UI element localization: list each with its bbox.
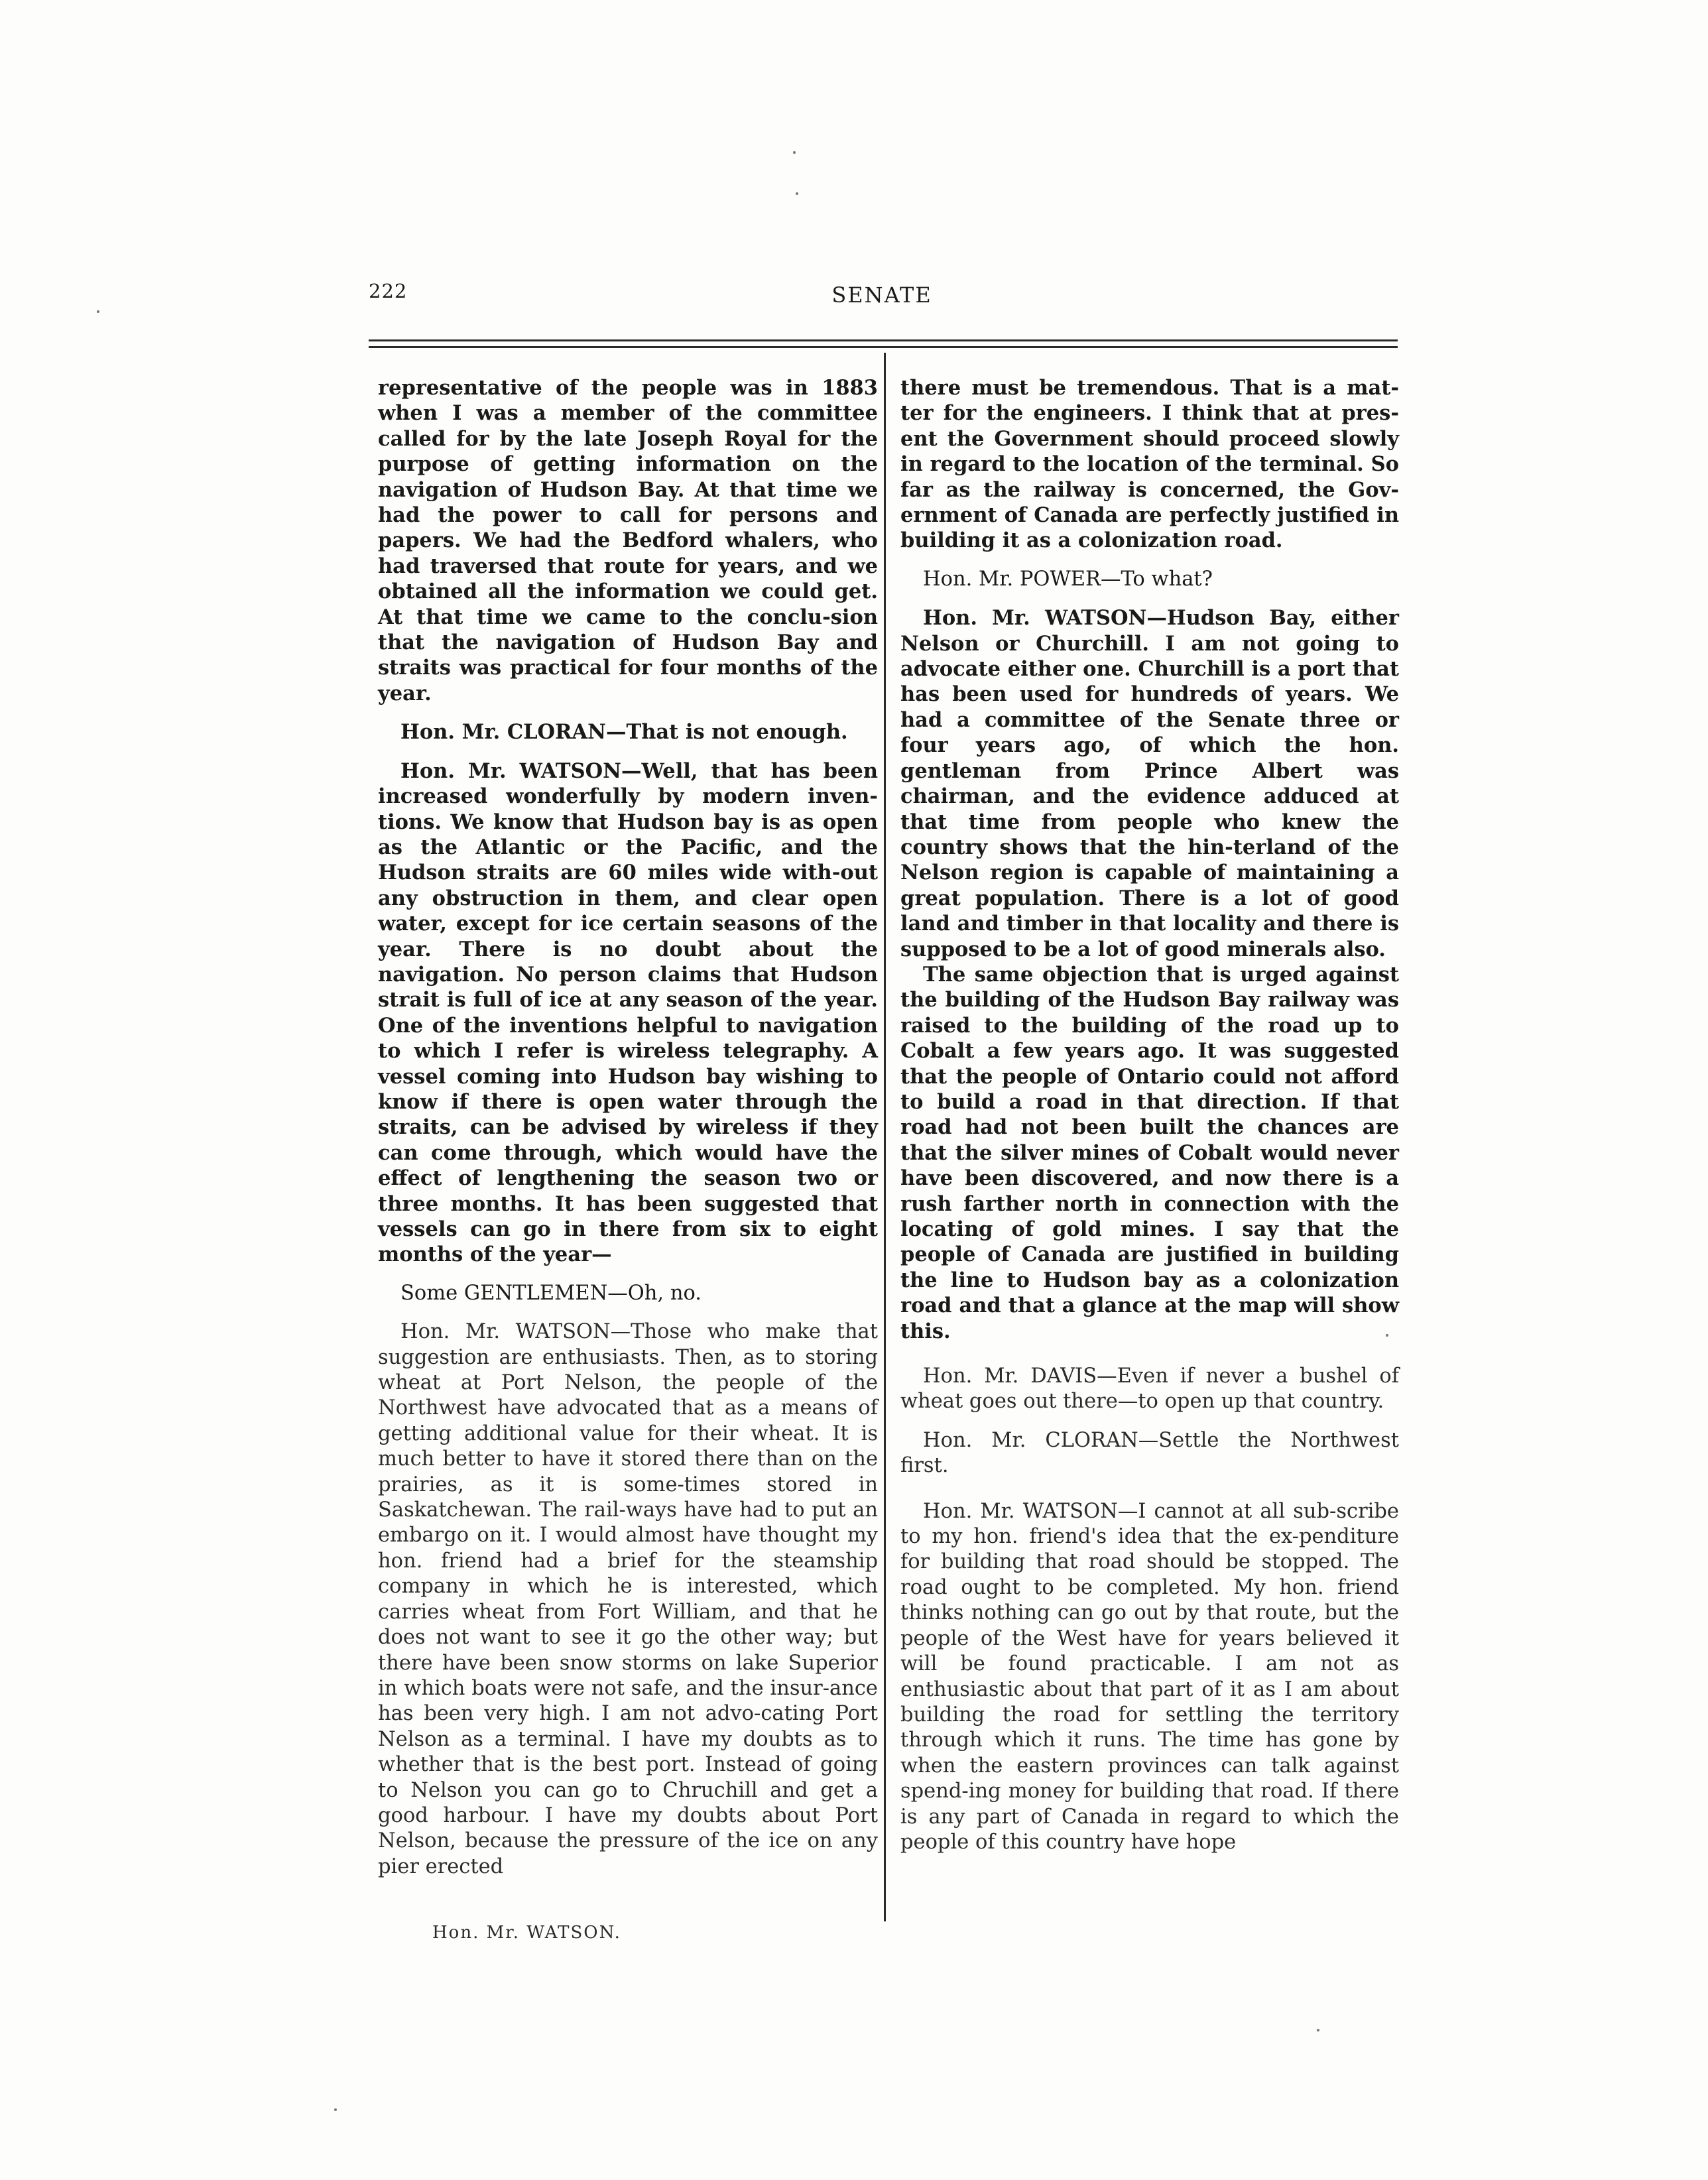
scan-speck <box>1317 2029 1319 2031</box>
header-rule-bottom <box>369 346 1398 348</box>
left-column <box>378 375 878 1880</box>
paragraph: Hon. Mr. WATSON—I cannot at all sub-scribe to my hon. friend's idea that the ex-penditure for building that road should be stopped. The road ought to be completed. My hon. friend thinks nothing can go out by that route, but the people of the West have for years believed it will be found practicable. I am not as enthusiastic about that part of it as I am about building the road for settling the territory through which it runs. The time has gone by when the eastern provinces can talk against spend-ing money for building that road. If there is any part of Canada in regard to which the people of this country have hope <box>900 1499 1399 1854</box>
paragraph: Some GENTLEMEN—Oh, no. <box>400 1281 702 1305</box>
paragraph: Hon. Mr. WATSON—Well, that has been increased wonderfully by modern inven-tions. We know that Hudson bay is as open as the Atlantic or the Pacific, and the Hudson straits are 60 miles wide with-out any obstruction in them, and clear open water, except for ice certain seasons of the year. There is no doubt about the navigation. No person claims that Hudson strait is full of ice at any season of the year. One of the inventions helpful to navigation to which I refer is wireless telegraphy. A vessel coming into Hudson bay wishing to know if there is open water through the straits, can be advised by wireless if they can come through, which would have the effect of lengthening the season two or three months. It has been suggested that vessels can go in there from six to eight months of the year— <box>378 758 878 1267</box>
running-head: SENATE <box>831 282 932 308</box>
scan-speck <box>793 151 796 154</box>
column-divider <box>884 353 886 1921</box>
paragraph: representative of the people was in 1883 when I was a member of the committee called for by the late Joseph Royal for the purpose of getting information on the navigation of Hudson Bay. At that time we had the power to call for persons and papers. We had the Bedford whalers, who had traversed that route for years, and we obtained all the information we could get. At that time we came to the conclu-sion that the navigation of Hudson Bay and straits was practical for four months of the year. <box>378 376 878 705</box>
page-number: 222 <box>369 280 408 302</box>
footer-speaker: Hon. Mr. WATSON. <box>432 1923 621 1943</box>
scan-speck <box>1386 1334 1388 1337</box>
paragraph: Hon. Mr. WATSON—Hudson Bay, either Nelson or Churchill. I am not going to advocate either one. Churchill is a port that has been used for hundreds of years. We had a committee of the Senate three or four years ago, of which the hon. gentleman from Prince Albert was chairman, and the evidence adduced at that time from people who knew the country shows that the hin-terland of the Nelson region is capable of maintaining a great population. There is a lot of good land and timber in that locality and there is supposed to be a lot of good minerals also. <box>900 606 1399 961</box>
paragraph: Hon. Mr. CLORAN—That is not enough. <box>400 720 848 745</box>
paragraph: there must be tremendous. That is a mat-ter for the engineers. I think that at pres-ent the Government should proceed slowly in regard to the location of the terminal. So far as the railway is concerned, the Gov-ernment of Canada are perfectly justified in building it as a colonization road. <box>900 376 1399 553</box>
paragraph: Hon. Mr. POWER—To what? <box>923 567 1213 591</box>
header-rule-top <box>369 339 1398 341</box>
paragraph: Hon. Mr. WATSON—Those who make that suggestion are enthusiasts. Then, as to storing wheat at Port Nelson, the people of the Northwest have advocated that as a means of getting additional value for their wheat. It is much better to have it stored there than on the prairies, as it is some-times stored in Saskatchewan. The rail-ways have had to put an embargo on it. I would almost have thought my hon. friend had a brief for the steamship company in which he is interested, which carries wheat from Fort William, and that he does not want to see it go the other way; but there have been snow storms on lake Superior in which boats were not safe, and the insur-ance has been very high. I am not advo-cating Port Nelson as a terminal. I have my doubts as to whether that is the best port. Instead of going to Nelson you can go to Chruchill and get a good harbour. I have my doubts about Port Nelson, because the pressure of the ice on any pier erected <box>378 1320 878 1878</box>
scan-speck <box>334 2108 337 2111</box>
paragraph: Hon. Mr. DAVIS—Even if never a bushel of wheat goes out there—to open up that country. <box>900 1364 1399 1414</box>
right-column <box>900 375 1399 1855</box>
scan-speck <box>97 310 99 313</box>
paragraph: Hon. Mr. CLORAN—Settle the Northwest first. <box>900 1428 1399 1478</box>
scan-speck <box>796 192 798 195</box>
paragraph: The same objection that is urged against the building of the Hudson Bay railway was raised to the building of the road up to Cobalt a few years ago. It was suggested that the people of Ontario could not afford to build a road in that direction. If that road had not been built the chances are that the silver mines of Cobalt would never have been discovered, and now there is a rush farther north in connection with the locating of gold mines. I say that the people of Canada are justified in building the line to Hudson bay as a colonization road and that a glance at the map will show this. <box>900 962 1399 1343</box>
